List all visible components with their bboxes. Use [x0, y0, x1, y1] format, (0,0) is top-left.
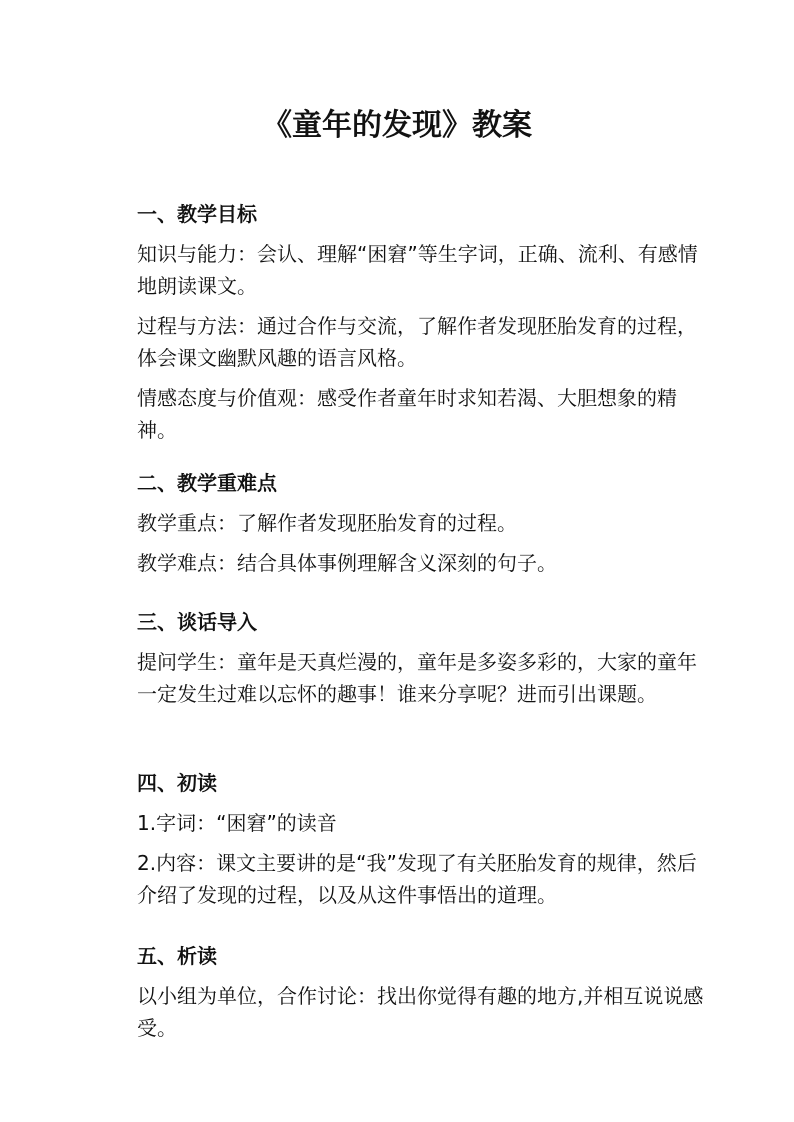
paragraph: 教学重点：了解作者发现胚胎发育的过程。: [137, 511, 517, 535]
section-key-points: [137, 467, 707, 587]
paragraph: 2.内容：课文主要讲的是“我”发现了有关胚胎发育的规律，然后介绍了发现的过程，以及从这件事悟出的道理。: [137, 851, 697, 907]
section-heading: 一、教学目标: [137, 202, 257, 226]
section-heading: 二、教学重难点: [137, 471, 277, 495]
paragraph: 1.字词：“困窘”的读音: [137, 811, 337, 835]
section-analysis-reading: [137, 940, 707, 1052]
section-teaching-goals: [137, 198, 707, 454]
section-heading: 三、谈话导入: [137, 610, 257, 634]
section-introduction: [137, 606, 707, 718]
paragraph: 以小组为单位，合作讨论：找出你觉得有趣的地方,并相互说说感受。: [137, 984, 704, 1040]
paragraph: 教学难点：结合具体事例理解含义深刻的句子。: [137, 551, 557, 575]
paragraph: 情感态度与价值观：感受作者童年时求知若渴、大胆想象的精神。: [137, 386, 677, 442]
paragraph: 过程与方法：通过合作与交流，了解作者发现胚胎发育的过程，体会课文幽默风趣的语言风格。: [137, 314, 697, 370]
document-title: 《童年的发现》教案: [262, 108, 532, 143]
section-first-reading: [137, 767, 707, 919]
paragraph: 知识与能力：会认、理解“困窘”等生字词，正确、流利、有感情地朗读课文。: [137, 242, 698, 298]
paragraph: 提问学生：童年是天真烂漫的，童年是多姿多彩的，大家的童年一定发生过难以忘怀的趣事！谁来分享呢？进而引出课题。: [137, 650, 697, 706]
section-heading: 四、初读: [137, 771, 217, 795]
section-heading: 五、析读: [137, 944, 217, 968]
